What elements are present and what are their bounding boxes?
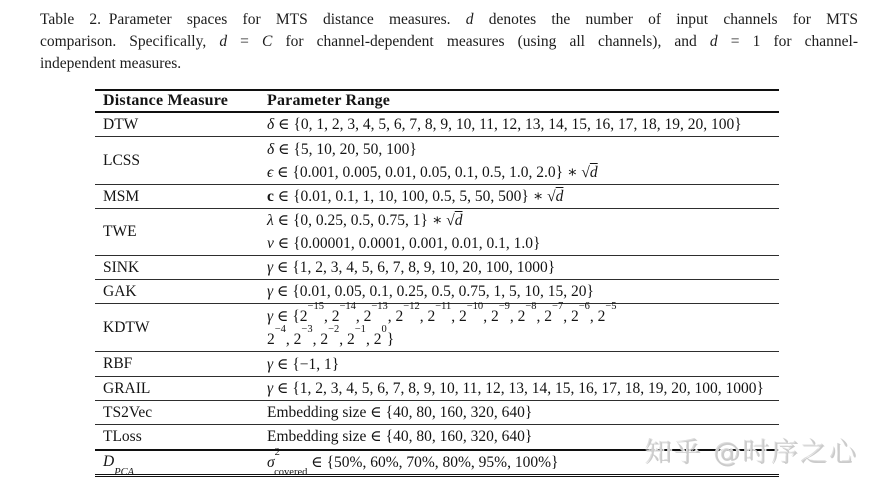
parameter-range: γ ∈ {−1, 1} — [267, 355, 340, 373]
table-row-msm — [95, 185, 779, 209]
measure-name: KDTW — [103, 318, 150, 336]
table-row-kdtw — [95, 304, 779, 352]
table-row-gak — [95, 280, 779, 304]
table-row-dtw — [95, 112, 779, 137]
table-row-sink — [95, 256, 779, 280]
parameter-range: $2^{-4}$, $2^{-3}$, $2^{-2}$, $2^{-1}$, $2^0$} — [267, 324, 395, 348]
parameter-range: $\sigma^2_{covered}$ ∈ {50%, 60%, 70%, 80%, 95%, 100%} — [267, 447, 559, 478]
measure-name: $D_{PCA}$ — [103, 453, 135, 475]
caption-line-1: Table 2. Parameter spaces for MTS distance measures. d denotes the number of input channels for MTS — [40, 11, 858, 28]
measure-name: SINK — [103, 258, 140, 276]
col-header-distance-measure: Distance Measure — [103, 92, 229, 109]
parameter-range: ν ∈ {0.00001, 0.0001, 0.001, 0.01, 0.1, 1.0} — [267, 235, 541, 252]
parameter-range: δ ∈ {5, 10, 20, 50, 100} — [267, 140, 417, 158]
table-row-lcss — [95, 137, 779, 185]
parameter-range: Embedding size ∈ {40, 80, 160, 320, 640} — [267, 428, 533, 446]
table-row-rbf — [95, 352, 779, 377]
table-caption — [40, 9, 858, 75]
measure-name: GRAIL — [103, 379, 151, 397]
measure-name: TWE — [103, 223, 137, 240]
parameter-space-table — [95, 89, 779, 477]
table-header-row — [95, 90, 779, 112]
zhihu-watermark: 知乎 @时序之心 — [645, 438, 859, 469]
parameter-range: ϵ ∈ {0.001, 0.005, 0.01, 0.05, 0.1, 0.5, 1.0, 2.0} ∗ √d — [267, 163, 598, 181]
table-row-ts2vec — [95, 401, 779, 425]
measure-name: LCSS — [103, 151, 141, 169]
measure-name: DTW — [103, 115, 139, 133]
parameter-range: c ∈ {0.01, 0.1, 1, 10, 100, 0.5, 5, 50, 500} ∗ √d — [267, 188, 564, 205]
col-header-parameter-range: Parameter Range — [267, 92, 391, 109]
caption-line-2: comparison. Specifically, d = C for channel-dependent measures (using all channels), and d = 1 for channel- — [40, 33, 859, 50]
parameter-range: λ ∈ {0, 0.25, 0.5, 0.75, 1} ∗ √d — [267, 212, 463, 229]
parameter-range: γ ∈ {1, 2, 3, 4, 5, 6, 7, 8, 9, 10, 11, 12, 13, 14, 15, 16, 17, 18, 19, 20, 100, 1000} — [267, 380, 764, 397]
measure-name: TS2Vec — [103, 403, 153, 421]
measure-name: TLoss — [103, 427, 142, 445]
measure-name: GAK — [103, 282, 137, 300]
parameter-range: δ ∈ {0, 1, 2, 3, 4, 5, 6, 7, 8, 9, 10, 11, 12, 13, 14, 15, 16, 17, 18, 19, 20, 100} — [267, 116, 742, 133]
parameter-range: γ ∈ {$2^{-15}$, $2^{-14}$, $2^{-13}$, $2^{-12}$, $2^{-11}$, $2^{-10}$, $2^{-9}$, $2^{-8}$, $2^{-7}$, $2^{-6}$, $2^{-5}$ — [267, 301, 617, 325]
table-row-twe — [95, 209, 779, 256]
caption-line-3: independent measures. — [40, 55, 182, 72]
parameter-range: γ ∈ {1, 2, 3, 4, 5, 6, 7, 8, 9, 10, 20, 100, 1000} — [267, 259, 556, 276]
measure-name: RBF — [103, 355, 133, 372]
parameter-range: Embedding size ∈ {40, 80, 160, 320, 640} — [267, 404, 533, 421]
measure-name: MSM — [103, 187, 140, 205]
table-row-grail — [95, 377, 779, 401]
parameter-range: γ ∈ {0.01, 0.05, 0.1, 0.25, 0.5, 0.75, 1, 5, 10, 15, 20} — [267, 283, 594, 300]
